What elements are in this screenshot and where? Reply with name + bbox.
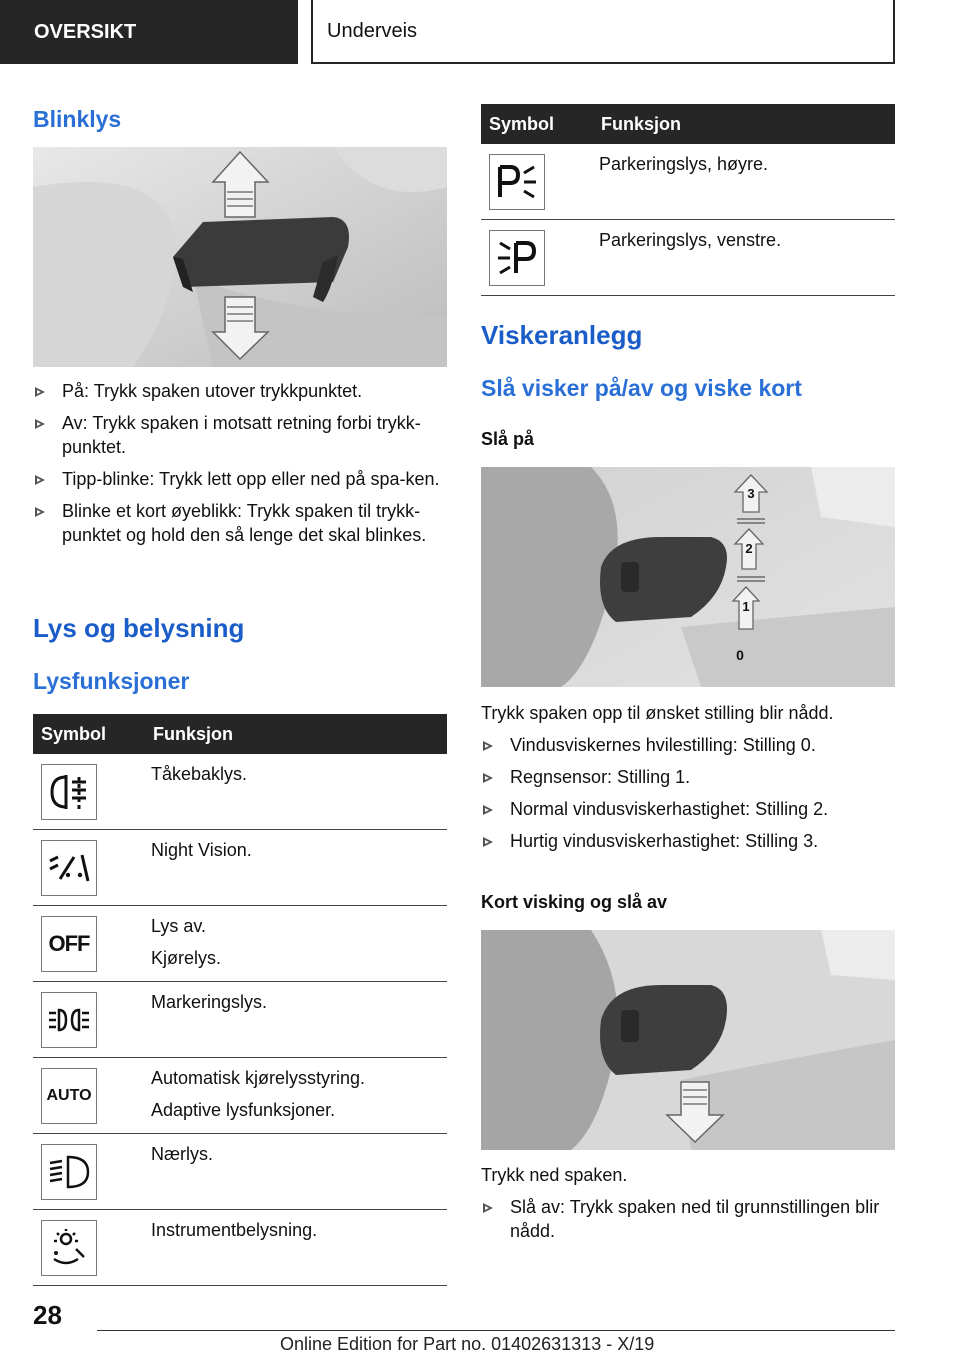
function-text: Markeringslys. bbox=[151, 992, 268, 1012]
column-header-function: Funksjon bbox=[591, 104, 895, 144]
instrument-lighting-icon bbox=[41, 1220, 97, 1276]
list-item: Blinke et kort øyeblikk: Trykk spaken til trykk-punktet og hold den så lenge det skal blinkes. bbox=[33, 499, 447, 547]
page-header bbox=[0, 0, 960, 66]
lysfunksjoner-heading: Lysfunksjoner bbox=[33, 668, 190, 694]
wiper-position-label: 3 bbox=[747, 486, 755, 501]
parking-light-left-icon bbox=[489, 230, 545, 286]
list-item: Av: Trykk spaken i motsatt retning forbi trykk-punktet. bbox=[33, 411, 447, 459]
table-row bbox=[33, 1210, 447, 1286]
table-row bbox=[33, 906, 447, 982]
table-row bbox=[481, 144, 895, 220]
kort-visking-heading: Kort visking og slå av bbox=[481, 892, 668, 912]
sla-pa-heading: Slå på bbox=[481, 429, 535, 449]
blinklys-list bbox=[33, 379, 447, 555]
night-vision-icon bbox=[41, 840, 97, 896]
page-number: 28 bbox=[33, 1300, 62, 1330]
footer-divider bbox=[97, 1330, 895, 1331]
edition-text: Online Edition for Part no. 01402631313 - X/19 bbox=[280, 1334, 655, 1354]
blinklys-heading: Blinklys bbox=[33, 106, 122, 132]
function-text: Automatisk kjørelysstyring. bbox=[151, 1068, 366, 1088]
auto-icon: AUTO bbox=[41, 1068, 97, 1124]
table-row bbox=[481, 220, 895, 296]
chapter-tab[interactable]: Underveis bbox=[311, 0, 895, 64]
column-header-symbol: Symbol bbox=[481, 104, 591, 144]
table-row bbox=[33, 1058, 447, 1134]
list-item: Vindusviskernes hvilestilling: Stilling 0. bbox=[481, 733, 895, 757]
wiper-list bbox=[481, 733, 895, 861]
list-item: Normal vindusviskerhastighet: Stilling 2. bbox=[481, 797, 895, 821]
list-item: Tipp-blinke: Trykk lett opp eller ned på spa-ken. bbox=[33, 467, 447, 491]
wiper-lever-photo bbox=[481, 467, 895, 687]
parking-light-right-icon bbox=[489, 154, 545, 210]
column-header-function: Funksjon bbox=[143, 714, 447, 754]
table-row bbox=[33, 1134, 447, 1210]
table-row bbox=[33, 754, 447, 830]
function-text: Adaptive lysfunksjoner. bbox=[151, 1100, 336, 1120]
light-functions-table bbox=[33, 714, 447, 1286]
table-row bbox=[33, 982, 447, 1058]
function-text: Parkeringslys, venstre. bbox=[599, 230, 782, 250]
fog-light-icon bbox=[41, 764, 97, 820]
off-icon: OFF bbox=[41, 916, 97, 972]
list-item: Regnsensor: Stilling 1. bbox=[481, 765, 895, 789]
column-header-symbol: Symbol bbox=[33, 714, 143, 754]
function-text: Lys av. bbox=[151, 916, 207, 936]
function-text: Parkeringslys, høyre. bbox=[599, 154, 769, 174]
wiper-lever-down-photo bbox=[481, 930, 895, 1150]
list-item: Hurtig vindusviskerhastighet: Stilling 3. bbox=[481, 829, 895, 853]
table-row bbox=[33, 830, 447, 906]
function-text: Tåkebaklys. bbox=[151, 764, 248, 784]
function-text: Night Vision. bbox=[151, 840, 252, 860]
low-beam-icon bbox=[41, 1144, 97, 1200]
off-list bbox=[481, 1195, 895, 1251]
push-down-text: Trykk ned spaken. bbox=[481, 1165, 628, 1185]
wiper-position-label: 2 bbox=[745, 541, 753, 556]
wiper-position-label: 0 bbox=[736, 647, 744, 663]
function-text: Nærlys. bbox=[151, 1144, 213, 1164]
function-text: Kjørelys. bbox=[151, 948, 222, 968]
viskeranlegg-heading: Viskeranlegg bbox=[481, 320, 643, 350]
visker-subheading: Slå visker på/av og viske kort bbox=[481, 375, 802, 401]
wiper-intro-text: Trykk spaken opp til ønsket stilling blir nådd. bbox=[481, 703, 834, 723]
wiper-position-label: 1 bbox=[742, 599, 750, 614]
lys-heading: Lys og belysning bbox=[33, 613, 245, 643]
parking-light-table bbox=[481, 104, 895, 296]
marker-light-icon bbox=[41, 992, 97, 1048]
function-text: Instrumentbelysning. bbox=[151, 1220, 318, 1240]
section-tab[interactable]: OVERSIKT bbox=[0, 0, 298, 64]
turn-signal-lever-photo bbox=[33, 147, 447, 367]
list-item: På: Trykk spaken utover trykkpunktet. bbox=[33, 379, 447, 403]
list-item: Slå av: Trykk spaken ned til grunnstillingen blir nådd. bbox=[481, 1195, 895, 1243]
